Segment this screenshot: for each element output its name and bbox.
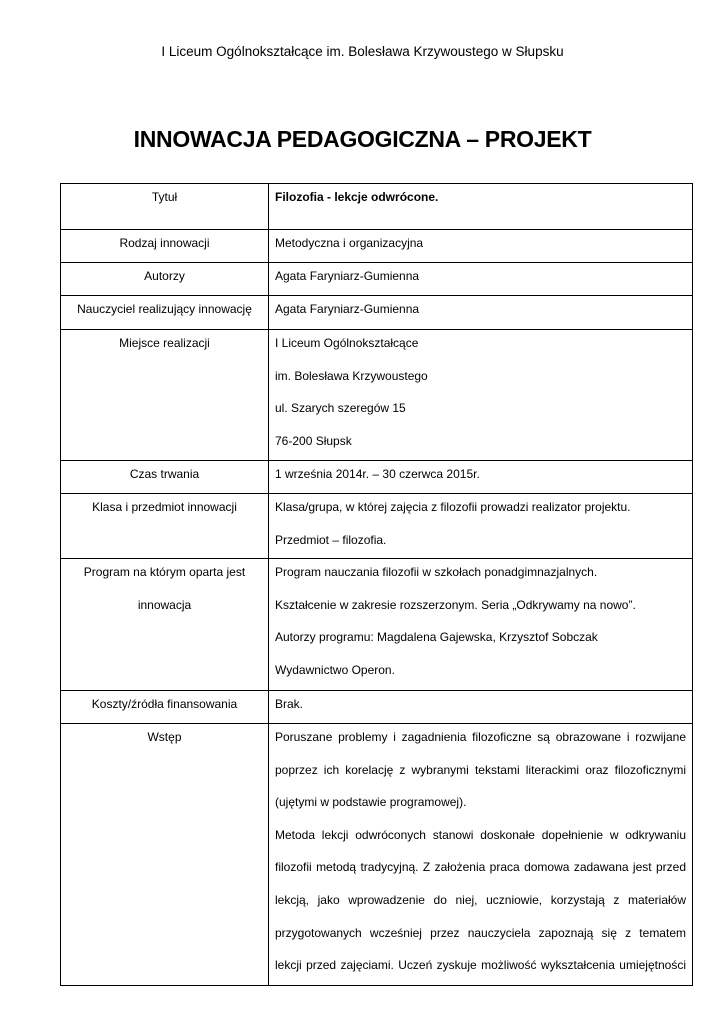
address-line: I Liceum Ogólnokształcące [275, 336, 419, 350]
row-value-tytul: Filozofia - lekcje odwrócone. [269, 184, 693, 230]
row-label-czas: Czas trwania [61, 461, 269, 494]
row-label-nauczyciel: Nauczyciel realizujący innowację [61, 296, 269, 330]
row-value-autorzy: Agata Faryniarz-Gumienna [269, 263, 693, 296]
wstep-line: poprzez ich korelację z wybranymi tekstami literackimi oraz filozoficznymi [275, 762, 686, 777]
row-label-rodzaj: Rodzaj innowacji [61, 230, 269, 263]
table-row [61, 330, 693, 461]
klasa-line: Przedmiot – filozofia. [275, 532, 387, 547]
row-value-klasa [269, 494, 693, 559]
table-row [61, 184, 693, 230]
wstep-line: Metoda lekcji odwróconych stanowi doskonałe dopełnienie w odkrywaniu [275, 827, 686, 842]
row-value-program [269, 559, 693, 691]
wstep-line: Poruszane problemy i zagadnienia filozoficzne są obrazowane i rozwijane [275, 730, 686, 744]
klasa-line: Klasa/grupa, w której zajęcia z filozofii prowadzi realizator projektu. [275, 500, 631, 514]
wstep-line: lekcji przed zajęciami. Uczeń zyskuje możliwość wykształcenia umiejętności [275, 958, 686, 973]
wstep-line: lekcją, jako wprowadzenie do niej, uczniowie, korzystają z materiałów [275, 892, 686, 907]
row-label-tytul: Tytuł [61, 184, 269, 230]
table-row [61, 230, 693, 263]
table-row [61, 559, 693, 691]
program-label-line: innowacja [137, 597, 192, 612]
wstep-line: przygotowanych wcześniej przez nauczyciela zapoznają się z tematem [275, 925, 686, 940]
program-line: Kształcenie w zakresie rozszerzonym. Seria „Odkrywamy na nowo”. [275, 597, 636, 612]
table-row [61, 263, 693, 296]
program-line: Program nauczania filozofii w szkołach ponadgimnazjalnych. [275, 565, 598, 579]
table-row [61, 724, 693, 986]
address-line: 76-200 Słupsk [275, 433, 352, 448]
row-label-klasa: Klasa i przedmiot innowacji [61, 494, 269, 559]
page-title: INNOWACJA PEDAGOGICZNA – PROJEKT [133, 126, 592, 152]
row-value-czas: 1 września 2014r. – 30 czerwca 2015r. [269, 461, 693, 494]
row-value-miejsce [269, 330, 693, 461]
row-label-program [61, 559, 269, 691]
table-row [61, 691, 693, 724]
table-row [61, 296, 693, 330]
row-value-wstep [269, 724, 693, 986]
row-value-koszty: Brak. [269, 691, 693, 724]
wstep-line: filozofii metodą tradycyjną. Z założenia praca domowa zadawana jest przed [275, 860, 686, 875]
wstep-line: (ujętymi w podstawie programowej). [275, 795, 467, 810]
table-row [61, 494, 693, 559]
row-value-rodzaj: Metodyczna i organizacyjna [269, 230, 693, 263]
program-line: Autorzy programu: Magdalena Gajewska, Krzysztof Sobczak [275, 630, 598, 644]
row-label-autorzy: Autorzy [61, 263, 269, 296]
row-label-miejsce: Miejsce realizacji [61, 330, 269, 461]
row-label-koszty: Koszty/źródła finansowania [61, 691, 269, 724]
address-line: ul. Szarych szeregów 15 [275, 401, 406, 415]
table-row [61, 461, 693, 494]
project-table [60, 183, 693, 986]
school-name: I Liceum Ogólnokształcące im. Bolesława Krzywoustego w Słupsku [161, 44, 564, 59]
address-line: im. Bolesława Krzywoustego [275, 368, 428, 383]
row-value-nauczyciel: Agata Faryniarz-Gumienna [269, 296, 693, 330]
row-label-wstep: Wstęp [61, 724, 269, 986]
program-line: Wydawnictwo Operon. [275, 662, 395, 677]
program-label-line: Program na którym oparta jest [83, 565, 246, 579]
